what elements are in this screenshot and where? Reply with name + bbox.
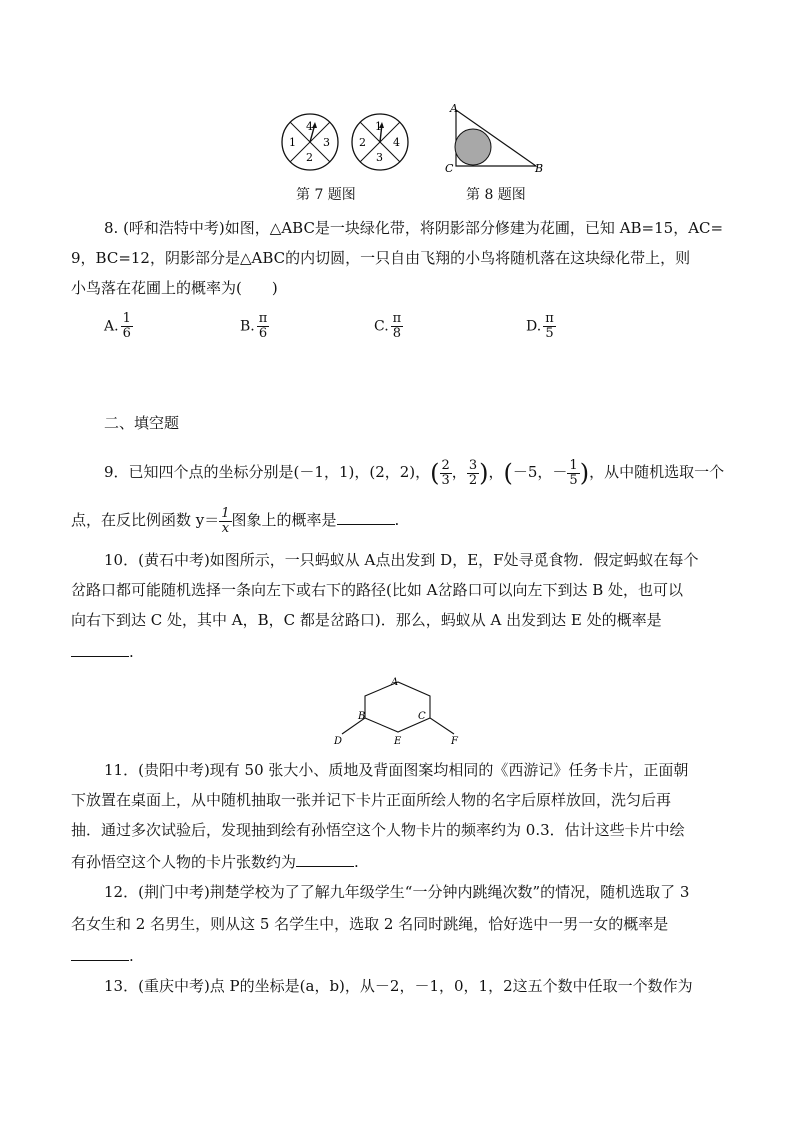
option-b-fraction: $\frac{\pi}{6}$ bbox=[258, 311, 268, 341]
q8-option-b[interactable]: B. $\frac{\pi}{6}$ bbox=[240, 311, 268, 341]
svg-text:D: D bbox=[334, 736, 343, 747]
q11-line4: 有孙悟空这个人物的卡片张数约为 . bbox=[71, 853, 359, 871]
q10-line3: 向右下到达 C 处，其中 A，B，C 都是岔路口)．那么，蚂蚁从 A 出发到达 E 处的概率是 bbox=[71, 611, 662, 629]
q8-line1: 8. (呼和浩特中考)如图，△ABC是一块绿化带，将阴影部分修建为花圃，已知 AB=15，AC= bbox=[104, 219, 724, 237]
spinner-left-number: 2 bbox=[306, 151, 313, 164]
q8-option-c[interactable]: C. $\frac{\pi}{8}$ bbox=[374, 311, 402, 341]
q12-line3: . bbox=[71, 946, 134, 966]
q12-line2: 名女生和 2 名男生，则从这 5 名学生中，选取 2 名同时跳绳，恰好选中一男一女的概率是 bbox=[71, 915, 669, 933]
q13-line1: 13．(重庆中考)点 P的坐标是(a，b)，从－2，－1，0，1，2这五个数中任取一个数作为 bbox=[104, 977, 693, 995]
fig7-caption: 第 7 题图 bbox=[296, 187, 356, 203]
section-heading: 二、填空题 bbox=[104, 414, 180, 432]
svg-text:B: B bbox=[358, 711, 366, 722]
q9-answer-blank[interactable] bbox=[337, 510, 395, 525]
spinner-left bbox=[282, 114, 338, 170]
q8-option-d[interactable]: D. $\frac{\pi}{5}$ bbox=[526, 311, 554, 341]
q11-line2: 下放置在桌面上，从中随机抽取一张并记下卡片正面所绘人物的名字后原样放回，洗匀后再 bbox=[71, 791, 672, 809]
option-a-fraction: $\frac{1}{6}$ bbox=[122, 311, 131, 341]
vertex-c-label: C bbox=[445, 162, 454, 175]
svg-text:C: C bbox=[418, 711, 426, 722]
q8-line2: 9，BC=12，阴影部分是△ABC的内切圆，一只自由飞翔的小鸟将随机落在这块绿化带上，则 bbox=[71, 249, 691, 267]
vertex-b-label: B bbox=[535, 162, 544, 175]
spinner-right-number: 3 bbox=[376, 151, 383, 164]
spinner-left-number: 3 bbox=[323, 136, 330, 149]
spinner-right-number: 2 bbox=[359, 136, 366, 149]
q10-line1: 10．(黄石中考)如图所示，一只蚂蚁从 A点出发到 D，E，F处寻觅食物．假定蚂蚁在每个 bbox=[104, 551, 699, 569]
spinner-right-number: 4 bbox=[393, 136, 400, 149]
fig8-caption: 第 8 题图 bbox=[466, 187, 526, 203]
spinner-left-number: 1 bbox=[289, 136, 296, 149]
q8-option-a[interactable]: A. $\frac{1}{6}$ bbox=[104, 311, 131, 341]
q12-answer-blank[interactable] bbox=[71, 946, 129, 961]
option-d-fraction: $\frac{\pi}{5}$ bbox=[545, 311, 554, 341]
q10-line2: 岔路口都可能随机选择一条向左下或右下的路径(比如 A岔路口可以向左下到达 B 处，也可以 bbox=[71, 581, 684, 599]
q9-line1: 9．已知四个点的坐标分别是(－1，1)，(2，2)，( $\frac{2}{3}$ ， $\frac{3}{2}$ )，(－5，－ $\frac{1}{5}$ )，从中随机选取一个 bbox=[104, 457, 725, 488]
q10-answer-blank[interactable] bbox=[71, 642, 129, 657]
svg-text:E: E bbox=[394, 736, 402, 747]
spinner-left-number: 4 bbox=[306, 120, 313, 133]
ant-path-diagram bbox=[330, 672, 466, 750]
option-c-fraction: $\frac{\pi}{8}$ bbox=[392, 311, 402, 341]
spinner-right bbox=[352, 114, 408, 170]
q10-line4: . bbox=[71, 642, 134, 662]
spinner-right-number: 1 bbox=[375, 120, 382, 133]
svg-text:F: F bbox=[451, 736, 458, 747]
q11-line1: 11．(贵阳中考)现有 50 张大小、质地及背面图案均相同的《西游记》任务卡片，正面朝 bbox=[104, 761, 689, 779]
q11-answer-blank[interactable] bbox=[296, 852, 354, 867]
spinner-figures bbox=[276, 110, 416, 174]
q12-line1: 12．(荆门中考)荆楚学校为了了解九年级学生“一分钟内跳绳次数”的情况，随机选取了 3 bbox=[104, 883, 690, 901]
triangle-incircle-figure bbox=[444, 100, 550, 178]
vertex-a-label: A bbox=[450, 102, 458, 115]
q11-line3: 抽．通过多次试验后，发现抽到绘有孙悟空这个人物卡片的频率约为 0.3．估计这些卡片中绘 bbox=[71, 821, 685, 839]
q9-line2: 点，在反比例函数 y＝ $\frac{1}{x}$ 图象上的概率是 . bbox=[71, 505, 400, 536]
q8-line3: 小鸟落在花圃上的概率为( ) bbox=[71, 279, 278, 297]
svg-text:A: A bbox=[391, 677, 399, 688]
